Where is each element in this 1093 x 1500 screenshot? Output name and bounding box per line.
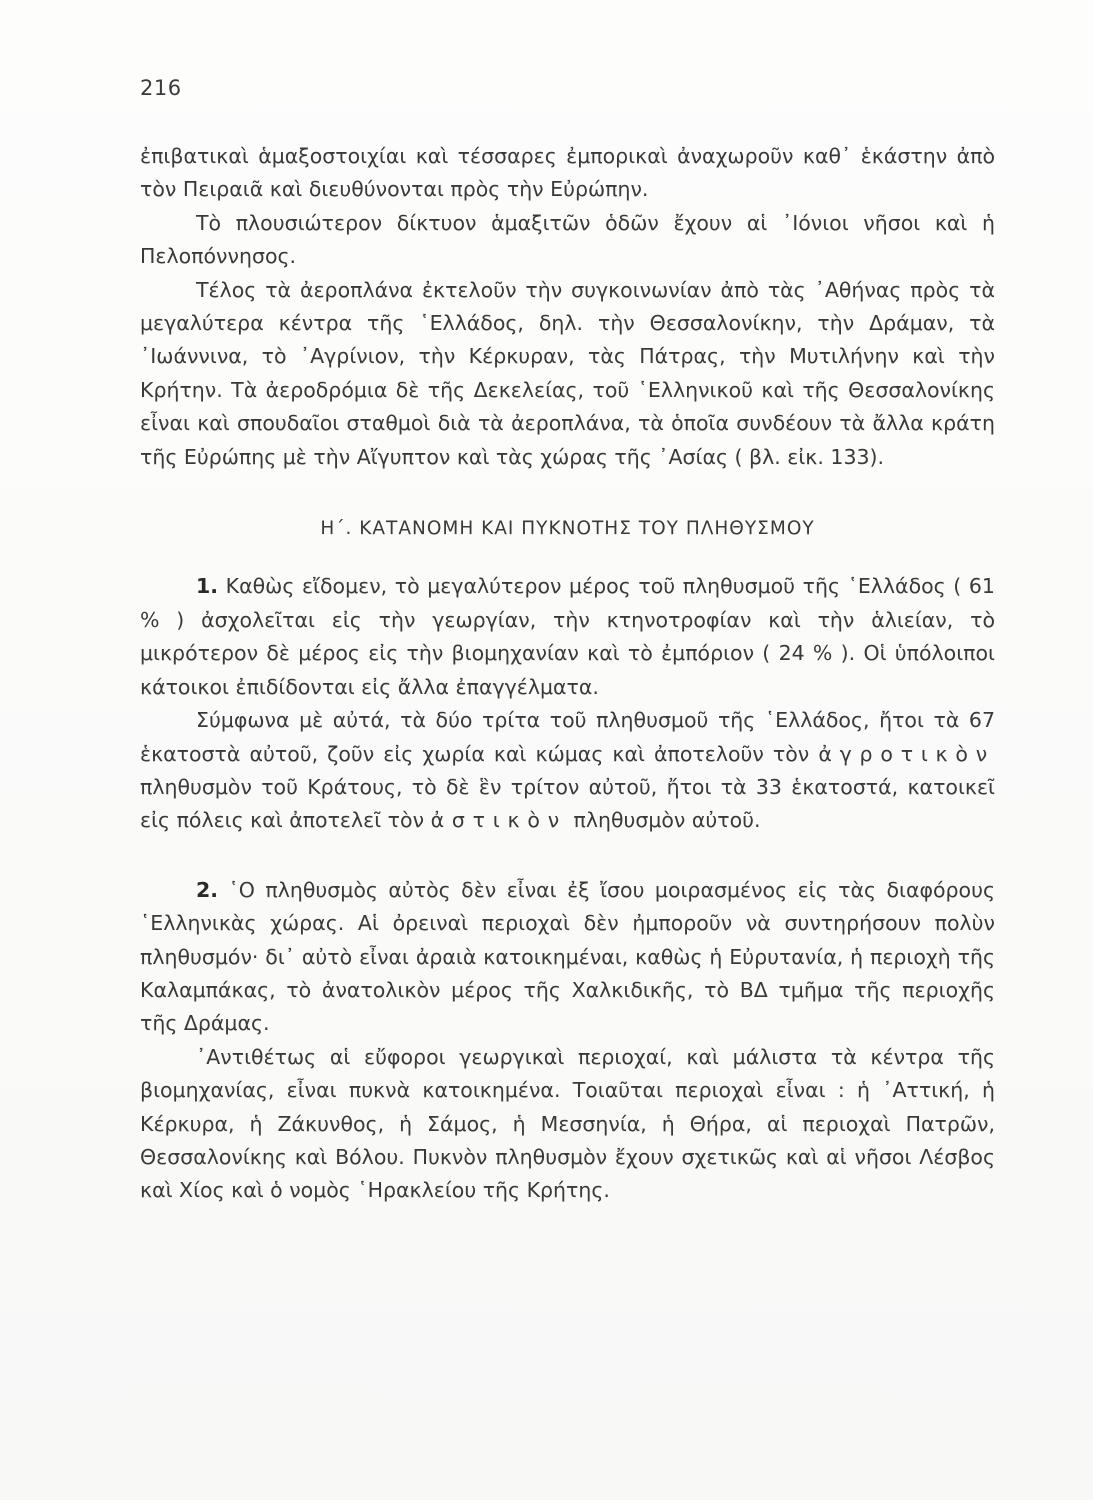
rural-urban-text-a: Σύμφωνα μὲ αὐτά, τὰ δύο τρίτα τοῦ πληθυσμοῦ τῆς ῾Ελλάδος, ἤτοι τὰ 67 ἑκατοστὰ αὐτοῦ, ζοῦν εἰς χωρία καὶ κώμας καὶ ἀποτελοῦν τὸν (140, 708, 995, 766)
rural-urban-text-c: πληθυσμὸν αὐτοῦ. (573, 808, 761, 833)
section-number-2: 2. (196, 877, 219, 902)
section-2-text: ῾Ο πληθυσμὸς αὐτὸς δὲν εἶναι ἐξ ἴσου μοιρασμένος εἰς τὰς διαφόρους ῾Ελληνικὰς χώρας. Αἱ ὀρειναὶ περιοχαὶ δὲν ἠμποροῦν νὰ συντηρήσουν πολὺν πληθυσμόν· δι᾿ αὐτὸ εἶναι ἀραιὰ κατοικημέναι, καθὼς ἡ Εὐρυτανία, ἡ περιοχὴ τῆς Καλαμπάκας, τὸ ἀνατολικὸν μέρος τῆς Χαλκιδικῆς, τὸ ΒΔ τμῆμα τῆς περιοχῆς τῆς Δράμας. (140, 877, 995, 1036)
paragraph-section-2 (140, 874, 995, 1041)
emphasis-agrotikon: ἀγροτικὸν (818, 741, 995, 766)
section-1-text: Καθὼς εἴδομεν, τὸ μεγαλύτερον μέρος τοῦ πληθυσμοῦ τῆς ῾Ελλάδος ( 61 % ) ἀσχολεῖται εἰς τὴν γεωργίαν, τὴν κτηνοτροφίαν καὶ τὴν ἁλιείαν, τὸ μικρότερον δὲ μέρος εἰς τὴν βιομηχανίαν καὶ τὸ ἐμπόριον ( 24 % ). Οἱ ὑπόλοιποι κάτοικοι ἐπιδίδονται εἰς ἄλλα ἐπαγγέλματα. (140, 574, 995, 699)
paragraph-rural-urban (140, 704, 995, 838)
rural-urban-text-b: πληθυσμὸν τοῦ Κράτους, τὸ δὲ ἓν τρίτον αὐτοῦ, ἤτοι τὰ 33 ἑκατοστά, κατοικεῖ εἰς πόλεις καὶ ἀποτελεῖ τὸν (140, 774, 995, 833)
paragraph-road-network: Τὸ πλουσιώτερον δίκτυον ἁμαξιτῶν ὁδῶν ἔχουν αἱ ᾿Ιόνιοι νῆσοι καὶ ἡ Πελοπόννησος. (140, 210, 995, 269)
section-gap (140, 838, 995, 874)
paragraph-section-1 (140, 570, 995, 704)
section-heading: Η΄. ΚΑΤΑΝΟΜΗ ΚΑΙ ΠΥΚΝΟΤΗΣ ΤΟΥ ΠΛΗΘΥΣΜΟΥ (320, 518, 815, 540)
emphasis-astikon: ἀστικὸν (430, 808, 567, 833)
paragraph-airplanes: Τέλος τὰ ἀεροπλάνα ἐκτελοῦν τὴν συγκοινωνίαν ἀπὸ τὰς ᾿Αθήνας πρὸς τὰ μεγαλύτερα κέντρα τῆς ῾Ελλάδος, δηλ. τὴν Θεσσαλονίκην, τὴν Δράμαν, τὰ ᾿Ιωάννινα, τὸ ᾿Αγρίνιον, τὴν Κέρκυραν, τὰς Πάτρας, τὴν Μυτιλήνην καὶ τὴν Κρήτην. Τὰ ἀεροδρόμια δὲ τῆς Δεκελείας, τοῦ ῾Ελληνικοῦ καὶ τῆς Θεσσαλονίκης εἶναι καὶ σπουδαῖοι σταθμοὶ διὰ τὰ ἀεροπλάνα, τὰ ὁποῖα συνδέουν τὰ ἄλλα κράτη τῆς Εὐρώπης μὲ τὴν Αἴγυπτον καὶ τὰς χώρας τῆς ᾿Ασίας ( βλ. εἰκ. 133). (140, 277, 995, 469)
page-body (140, 140, 995, 1208)
section-number-1: 1. (196, 574, 219, 599)
paragraph-dense-areas: ᾿Αντιθέτως αἱ εὔφοροι γεωργικαὶ περιοχαί, καὶ μάλιστα τὰ κέντρα τῆς βιομηχανίας, εἶναι πυκνὰ κατοικημένα. Τοιαῦται περιοχαὶ εἶναι : ἡ ᾿Αττική, ἡ Κέρκυρα, ἡ Ζάκυνθος, ἡ Σάμος, ἡ Μεσσηνία, ἡ Θήρα, αἱ περιοχαὶ Πατρῶν, Θεσσαλονίκης καὶ Βόλου. Πυκνὸν πληθυσμὸν ἔχουν σχετικῶς καὶ αἱ νῆσοι Λέσβος καὶ Χίος καὶ ὁ νομὸς ῾Ηρακλείου τῆς Κρήτης. (140, 1044, 995, 1203)
page-number: 216 (140, 76, 182, 100)
paragraph-railways-end: ἐπιβατικαὶ ἁμαξοστοιχίαι καὶ τέσσαρες ἐμπορικαὶ ἀναχωροῦν καθ᾿ ἑκάστην ἀπὸ τὸν Πειραιᾶ καὶ διευθύνονται πρὸς τὴν Εὐρώπην. (140, 144, 995, 202)
